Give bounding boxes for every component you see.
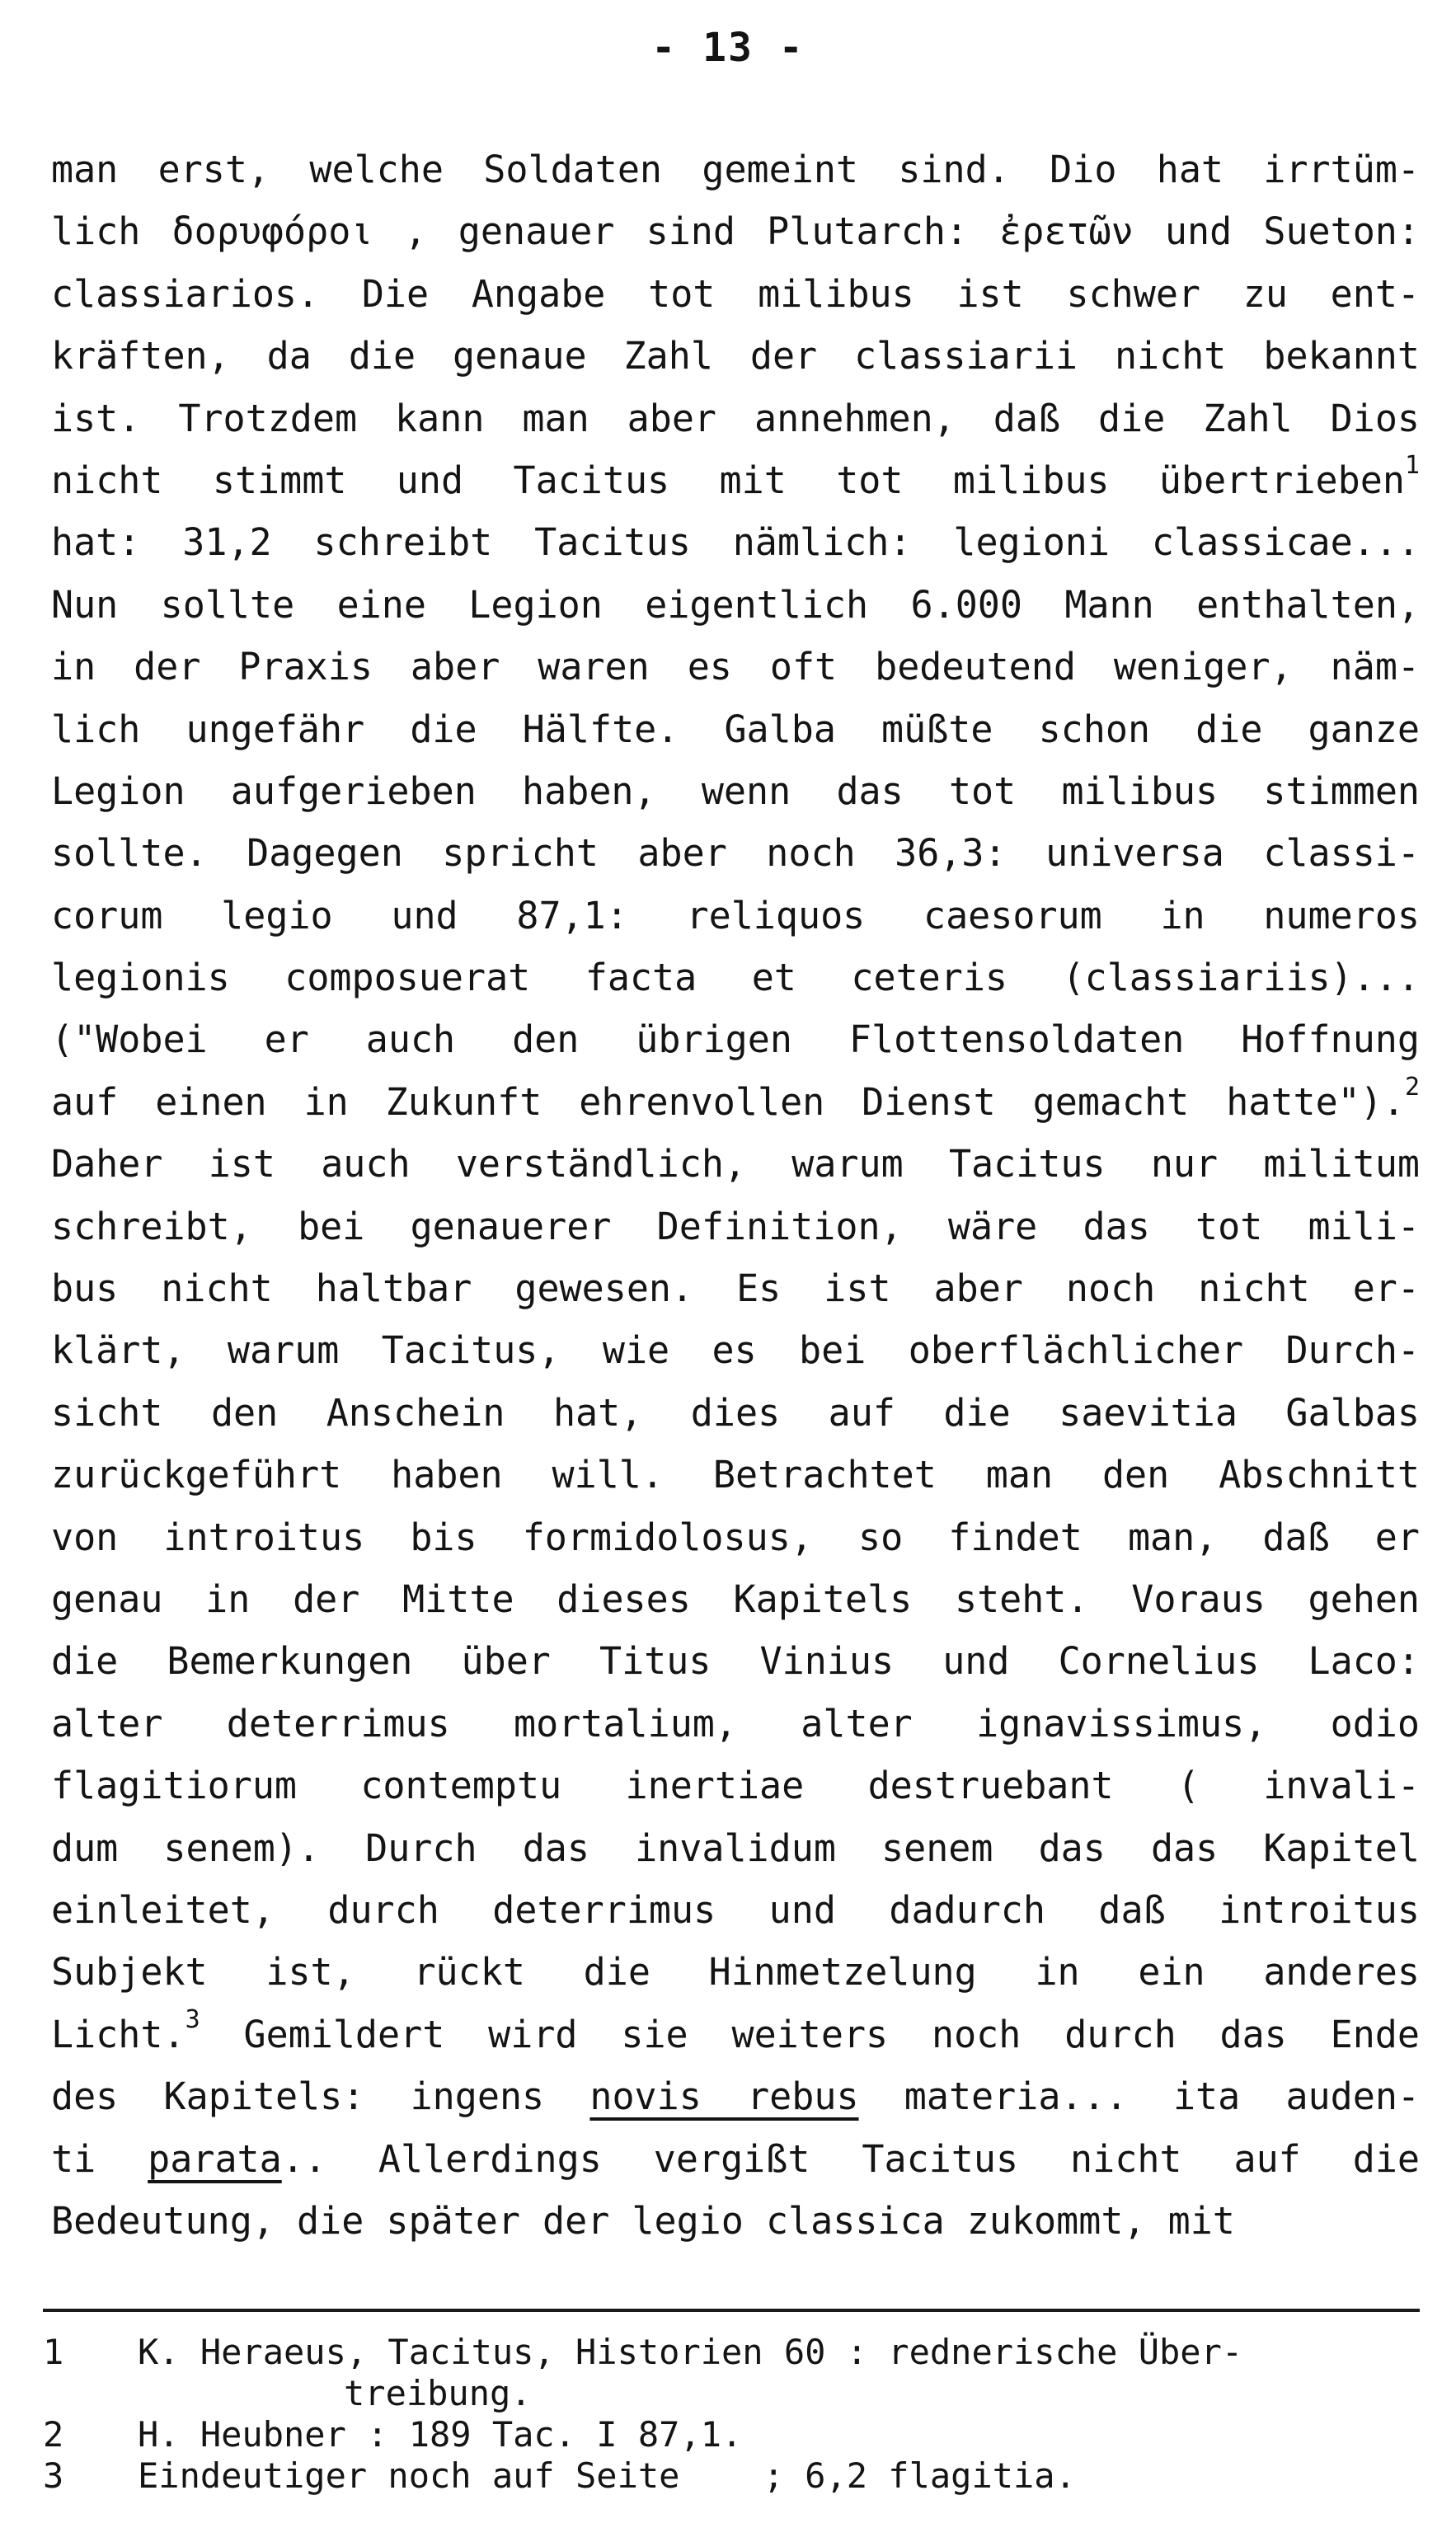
underlined-word: parata — [148, 2136, 282, 2181]
text-segment: ti — [51, 2136, 148, 2181]
text-line: genau in der Mitte dieses Kapitels steht. Voraus gehen — [51, 1576, 1420, 1621]
footnote-1 — [43, 2332, 1420, 2373]
text-line: bus nicht haltbar gewesen. Es ist aber noch nicht er- — [51, 1266, 1420, 1311]
footnote-ref-2: 2 — [1404, 1072, 1420, 1102]
footnote-3 — [43, 2455, 1420, 2497]
text-line: Daher ist auch verständlich, warum Tacitus nur militum — [51, 1142, 1420, 1186]
text-line: Bedeutung, die später der legio classica zukommt, mit — [51, 2198, 1235, 2243]
text-line: man erst, welche Soldaten gemeint sind. Dio hat irrtüm- — [51, 148, 1420, 191]
footnote-text: H. Heubner : 189 Tac. I 87,1. — [138, 2414, 743, 2455]
text-segment: materia... ita auden- — [858, 2074, 1421, 2119]
text-line: schreibt, bei genauerer Definition, wäre das tot mili- — [51, 1204, 1420, 1248]
text-line — [51, 2128, 1420, 2190]
footnote-continuation: treibung. — [344, 2373, 532, 2413]
text-line: classiarios. Die Angabe tot milibus ist schwer zu ent- — [51, 271, 1420, 316]
text-line: dum senem). Durch das invalidum senem das das Kapitel — [51, 1825, 1420, 1870]
text-line — [51, 1071, 1420, 1133]
text-line: corum legio und 87,1: reliquos caesorum in numeros — [51, 893, 1420, 937]
text-line: in der Praxis aber waren es oft bedeutend weniger, näm- — [51, 645, 1420, 689]
footnote-number: 3 — [43, 2455, 64, 2496]
text-line: von introitus bis formidolosus, so findet man, daß er — [51, 1515, 1420, 1559]
text-line: lich ungefähr die Hälfte. Galba müßte schon die ganze — [51, 707, 1420, 751]
text-line — [51, 449, 1420, 511]
text-line: ist. Trotzdem kann man aber annehmen, daß die Zahl Dios — [51, 396, 1420, 440]
text-line — [51, 2065, 1420, 2127]
body-text — [51, 139, 1420, 2252]
footnote-text: K. Heraeus, Tacitus, Historien 60 : rednerische Über- — [138, 2332, 1243, 2372]
text-line: legionis composuerat facta et ceteris (classiariis)... — [51, 956, 1420, 1000]
footnote-number: 2 — [43, 2414, 64, 2455]
text-line: alter deterrimus mortalium, alter ignavissimus, odio — [51, 1701, 1420, 1746]
footnote-ref-1: 1 — [1404, 450, 1420, 480]
footnote-number: 1 — [43, 2332, 64, 2372]
text-line: klärt, warum Tacitus, wie es bei oberflächlicher Durch- — [51, 1328, 1420, 1373]
underlined-phrase: novis rebus — [589, 2074, 859, 2119]
text-line: Nun sollte eine Legion eigentlich 6.000 Mann enthalten, — [51, 582, 1420, 627]
text-segment: des Kapitels: ingens — [51, 2074, 590, 2119]
text-line: kräften, da die genaue Zahl der classiarii nicht bekannt — [51, 334, 1420, 378]
footnotes — [43, 2332, 1420, 2497]
footnote-divider — [43, 2309, 1420, 2312]
text-line: die Bemerkungen über Titus Vinius und Cornelius Laco: — [51, 1639, 1420, 1684]
text-line — [51, 2004, 1420, 2065]
text-segment: Licht. — [51, 2012, 186, 2056]
text-line: sicht den Anschein hat, dies auf die saevitia Galbas — [51, 1390, 1420, 1435]
footnote-text: Eindeutiger noch auf Seite ; 6,2 flagitia. — [138, 2455, 1076, 2496]
footnote-2 — [43, 2414, 1420, 2455]
page-number: - 13 - — [651, 25, 805, 71]
text-line: zurückgeführt haben will. Betrachtet man den Abschnitt — [51, 1453, 1420, 1497]
text-segment: nicht stimmt und Tacitus mit tot milibus übertrieben — [51, 458, 1405, 502]
text-line: einleitet, durch deterrimus und dadurch daß introitus — [51, 1887, 1420, 1932]
text-line: sollte. Dagegen spricht aber noch 36,3: universa classi- — [51, 831, 1420, 876]
text-line: flagitiorum contemptu inertiae destruebant ( invali- — [51, 1764, 1420, 1808]
text-line: lich δορυφόροι , genauer sind Plutarch: ἐρετῶν und Sueton: — [51, 209, 1420, 254]
text-line: Subjekt ist, rückt die Hinmetzelung in ein anderes — [51, 1950, 1420, 1995]
text-line: Legion aufgerieben haben, wenn das tot milibus stimmen — [51, 768, 1420, 813]
text-segment: auf einen in Zukunft ehrenvollen Dienst gemacht hatte"). — [51, 1079, 1405, 1124]
text-segment: Gemildert wird sie weiters noch durch das Ende — [200, 2012, 1420, 2056]
text-line: ("Wobei er auch den übrigen Flottensoldaten Hoffnung — [51, 1017, 1420, 1062]
text-segment: .. Allerdings vergißt Tacitus nicht auf die — [281, 2136, 1421, 2181]
text-line: hat: 31,2 schreibt Tacitus nämlich: legioni classicae... — [51, 520, 1420, 565]
footnote-ref-3: 3 — [185, 2004, 200, 2034]
